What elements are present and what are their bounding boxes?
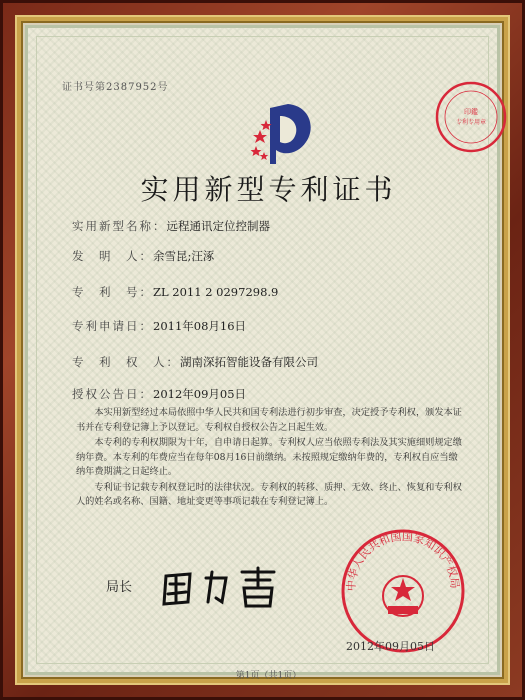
page-number: 第1页（共1页） (235, 671, 302, 681)
body-paragraph-1: 本实用新型经过本局依照中华人民共和国专利法进行初步审查，决定授予专利权，颁发本证书并在专利登记簿上予以登记。专利权自授权公告之日起生效。 (76, 407, 462, 433)
certificate-paper (25, 25, 500, 681)
body-paragraph-2: 本专利的专利权期限为十年，自申请日起算。专利权人应当依照专利法及其实施细则规定缴纳年费。本专利的年费应当在每年08月16日前缴纳。未按照规定缴纳年费的，专利权自应当缴纳年费期满之日起终止。 (76, 437, 462, 477)
field-patent-number: 专 利 号：ZL 2011 2 0297298.9 (72, 285, 279, 299)
director-label: 局长 (106, 580, 133, 595)
certificate-number: 证书号第2387952号 (62, 82, 169, 93)
office-seal-icon (434, 80, 508, 154)
body-paragraph-3: 专利证书记载专利权登记时的法律状况。专利权的转移、质押、无效、终止、恢复和专利权人的姓名或名称、国籍、地址变更等事项记载在专利登记簿上。 (76, 481, 462, 507)
field-utility-model-name: 实用新型名称：远程通讯定位控制器 (72, 219, 270, 233)
seal-date: 2012年09月05日 (346, 640, 435, 653)
svg-text:印鑑: 印鑑 (464, 108, 478, 116)
svg-text:专利专用章: 专利专用章 (455, 119, 487, 126)
field-inventor: 发 明 人：余雪昆;汪涿 (72, 249, 215, 263)
certificate-title: 实用新型专利证书 (140, 173, 397, 206)
svg-text:中华人民共和国国家知识产权局: 中华人民共和国国家知识产权局 (344, 529, 462, 592)
field-patentee: 专 利 权 人：湖南深拓智能设备有限公司 (72, 355, 318, 369)
field-grant-date: 授权公告日：2012年09月05日 (72, 387, 247, 401)
certificate-body (76, 406, 466, 511)
national-seal-icon (338, 526, 468, 656)
director-signature-icon (146, 562, 296, 612)
field-application-date: 专利申请日：2011年08月16日 (72, 319, 247, 333)
patent-office-logo-icon (250, 98, 320, 168)
